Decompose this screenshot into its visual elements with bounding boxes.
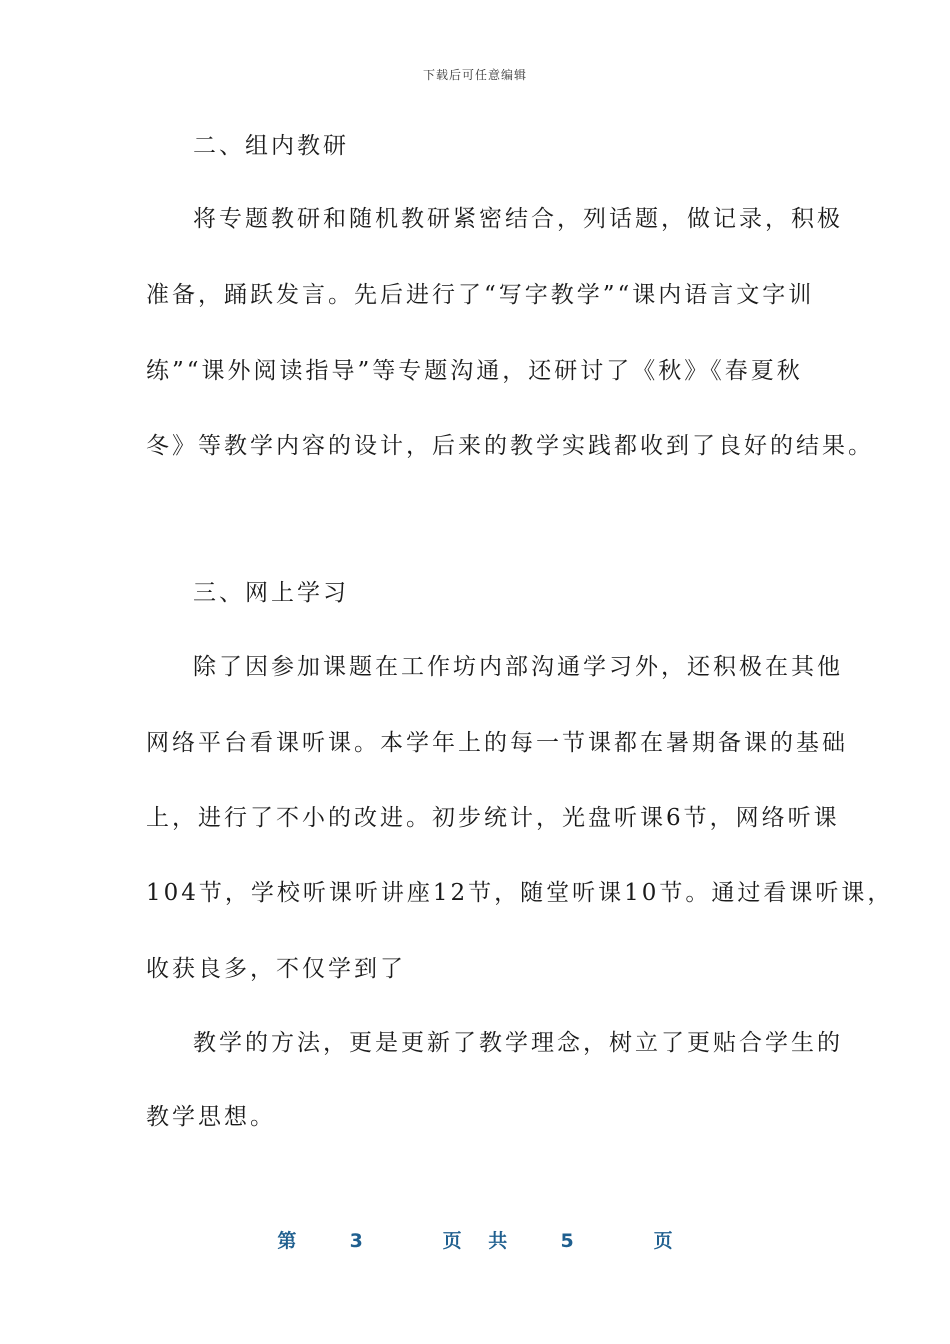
section-heading: 二、组内教研 <box>193 133 349 159</box>
section-heading: 三、网上学习 <box>193 580 349 606</box>
paragraph-line: 练”“课外阅读指导”等专题沟通，还研讨了《秋》《春夏秋 <box>146 358 803 384</box>
paragraph-line: 教学的方法，更是更新了教学理念，树立了更贴合学生的 <box>193 1030 843 1056</box>
paragraph-line: 教学思想。 <box>146 1104 276 1130</box>
paragraph-line: 冬》等教学内容的设计，后来的教学实践都收到了良好的结果。 <box>146 433 874 459</box>
header-note: 下载后可任意编辑 <box>422 68 527 82</box>
paragraph-line: 网络平台看课听课。本学年上的每一节课都在暑期备课的基础 <box>146 730 848 756</box>
paragraph-line: 除了因参加课题在工作坊内部沟通学习外，还积极在其他 <box>193 654 843 680</box>
paragraph-line: 准备，踊跃发言。先后进行了“写字教学”“课内语言文字训 <box>146 282 815 308</box>
page-number: 第 3 页 共 5 页 <box>277 1230 673 1252</box>
paragraph-line: 上，进行了不小的改进。初步统计，光盘听课6节，网络听课 <box>146 805 840 831</box>
paragraph-line: 收获良多，不仅学到了 <box>146 956 406 982</box>
paragraph-line: 104节，学校听课听讲座12节，随堂听课10节。通过看课听课， <box>146 880 894 906</box>
paragraph-line: 将专题教研和随机教研紧密结合，列话题，做记录，积极 <box>193 206 843 232</box>
